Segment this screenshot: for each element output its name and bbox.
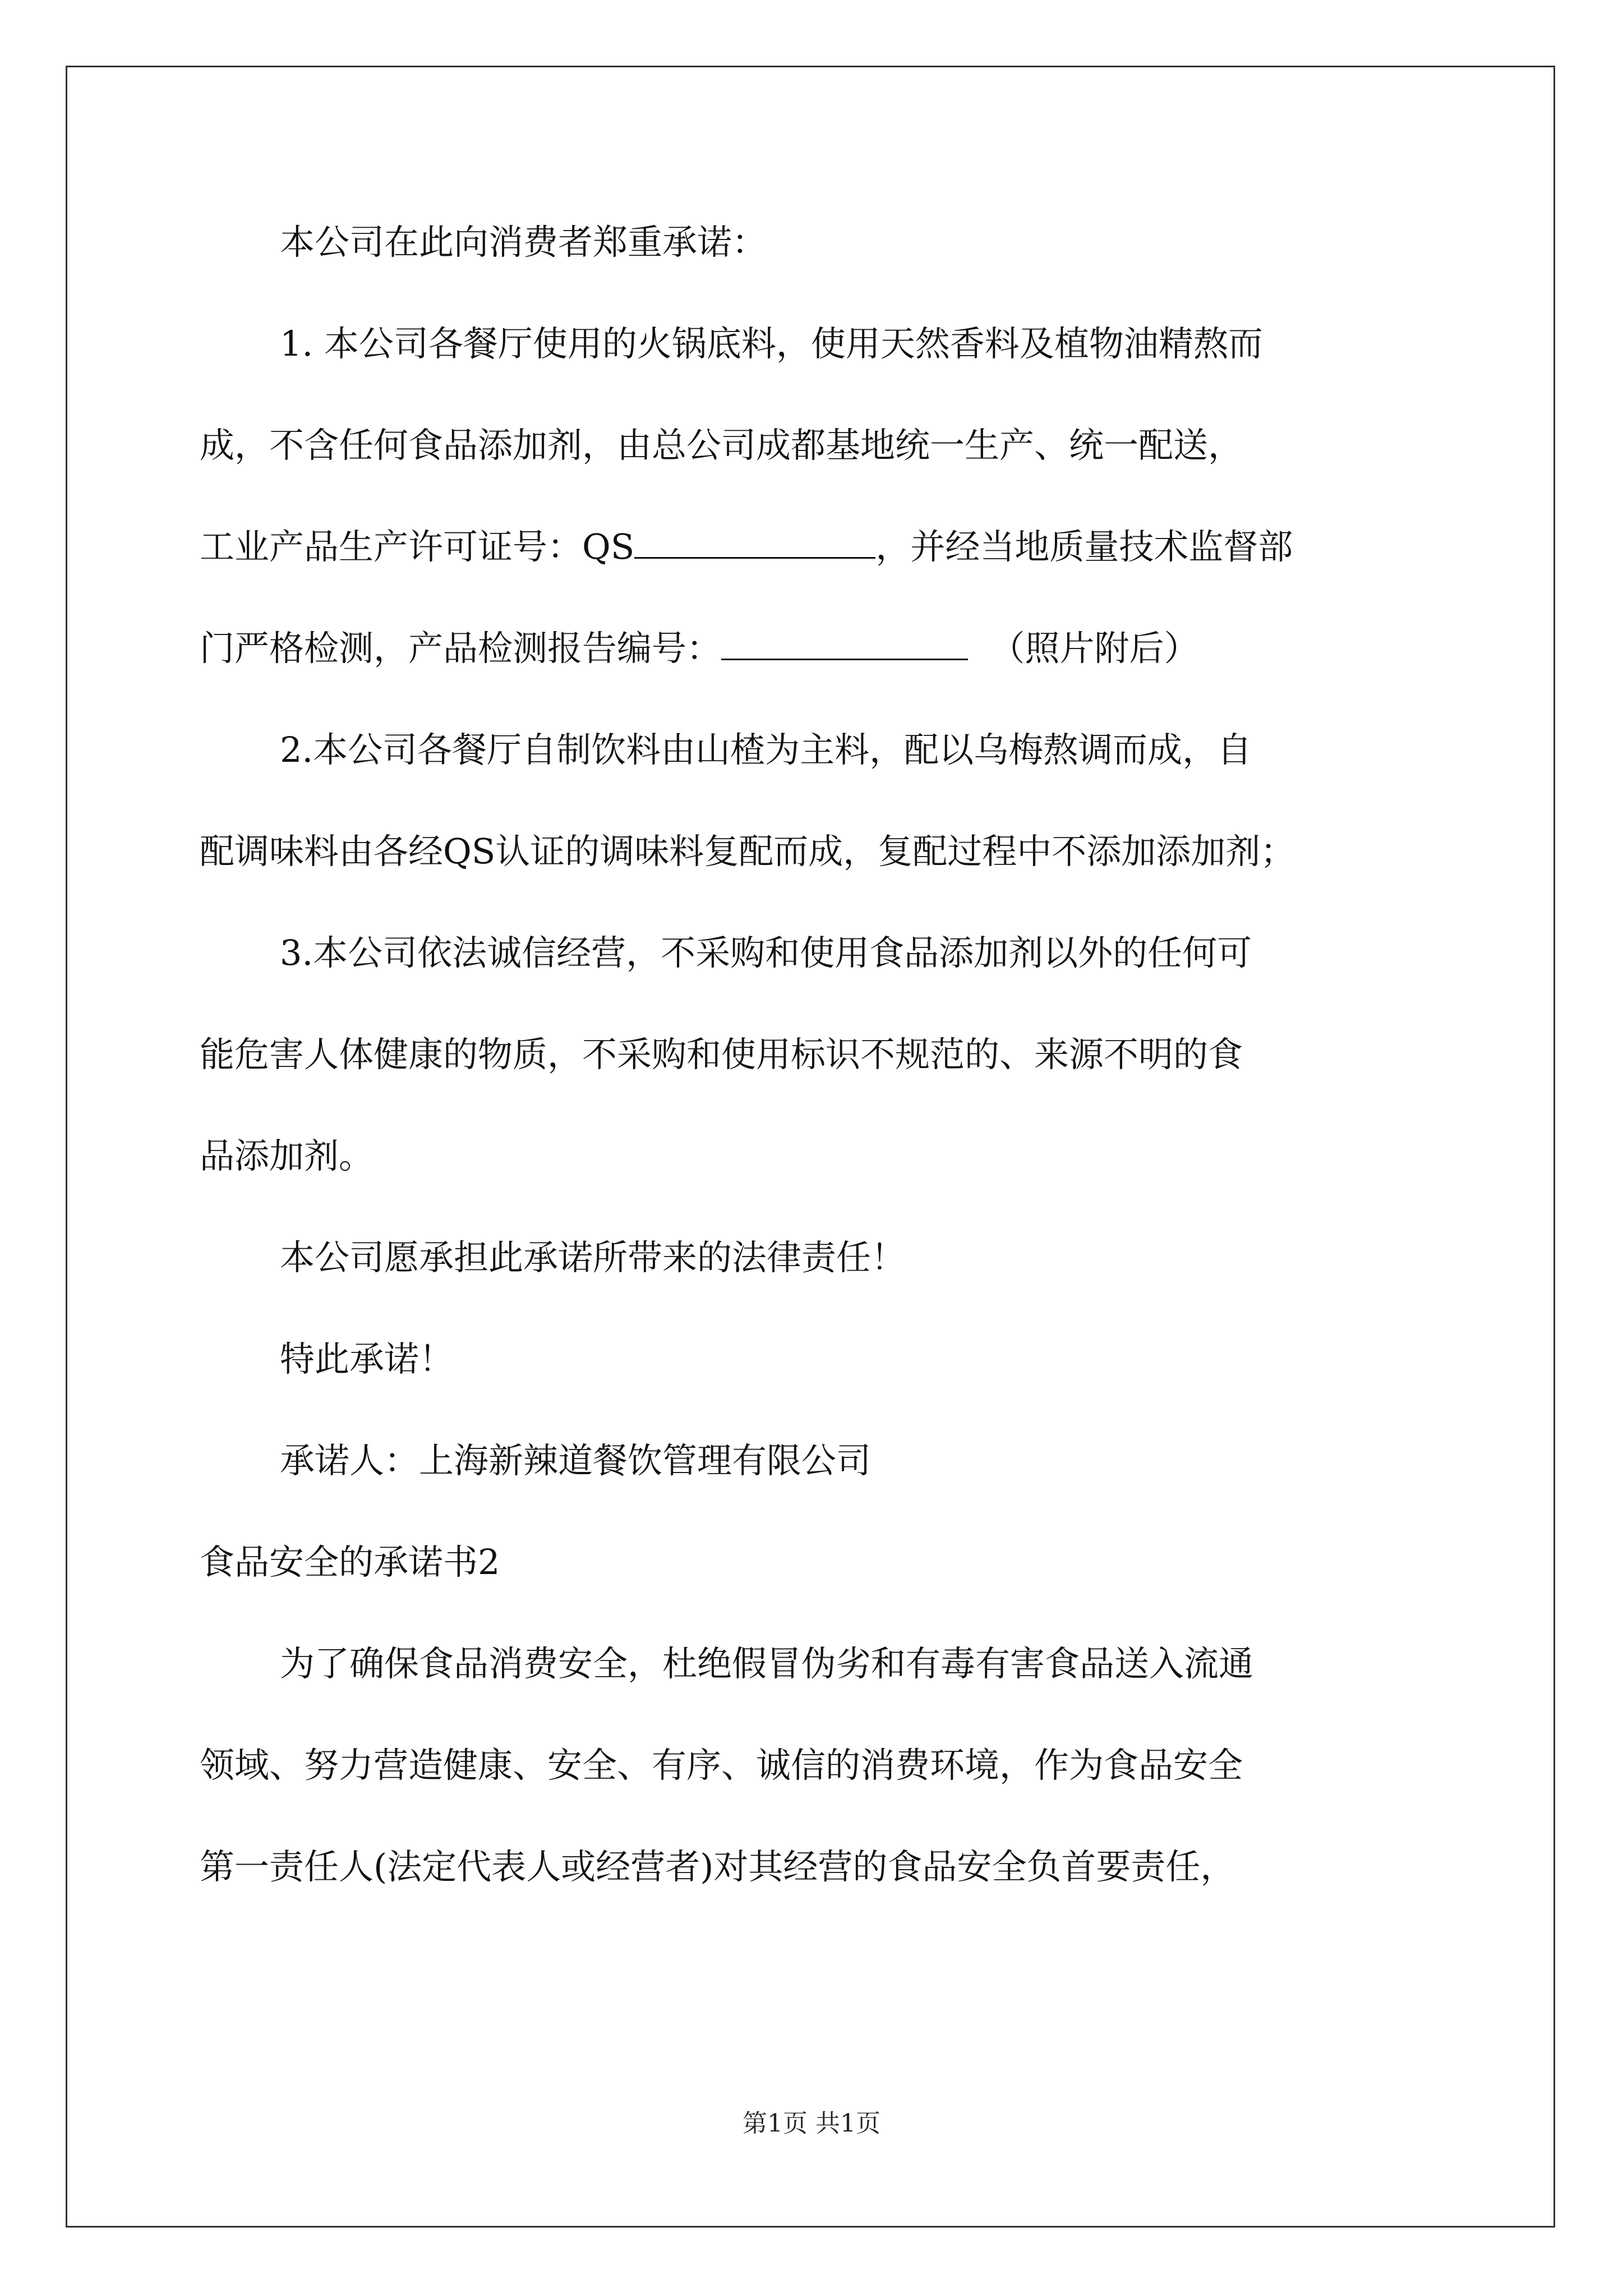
spacer bbox=[200, 1798, 1431, 1833]
photo-note: （照片附后） bbox=[990, 628, 1199, 669]
report-number-blank bbox=[721, 624, 968, 660]
license-label: 工业产品生产许可证号：QS bbox=[200, 526, 635, 567]
spacer bbox=[200, 1595, 1431, 1630]
spacer bbox=[200, 478, 1431, 513]
spacer bbox=[200, 1088, 1431, 1122]
section-2-title: 食品安全的承诺书2 bbox=[200, 1542, 500, 1582]
item-2-line-2: 配调味料由各经QS认证的调味料复配而成，复配过程中不添加添加剂； bbox=[200, 831, 1295, 872]
spacer bbox=[200, 986, 1431, 1021]
item-1-line-3 bbox=[200, 513, 1431, 580]
spacer bbox=[200, 783, 1431, 818]
page-number: 第1页 共1页 bbox=[743, 2109, 880, 2138]
section-2-paragraph bbox=[200, 1630, 1431, 1900]
section-2-line-3: 第一责任人(法定代表人或经营者)对其经营的食品安全负首要责任， bbox=[200, 1846, 1235, 1887]
liability-paragraph bbox=[200, 1224, 1431, 1291]
spacer bbox=[200, 580, 1431, 615]
spacer bbox=[200, 1494, 1431, 1529]
spacer bbox=[200, 1189, 1431, 1224]
section-2-line-1: 为了确保食品消费安全，杜绝假冒伪劣和有毒有害食品送入流通 bbox=[280, 1643, 1254, 1684]
license-number-blank bbox=[634, 522, 875, 559]
section-2-line-2: 领域、努力营造健康、安全、有序、诚信的消费环境，作为食品安全 bbox=[200, 1745, 1243, 1786]
item-3-line-2: 能危害人体健康的物质，不采购和使用标识不规范的、来源不明的食 bbox=[200, 1034, 1243, 1075]
spacer bbox=[200, 1697, 1431, 1732]
spacer bbox=[200, 885, 1431, 919]
item-2-line-1: 2.本公司各餐厅自制饮料由山楂为主料，配以乌梅熬调而成，自 bbox=[280, 729, 1252, 770]
spacer bbox=[200, 1392, 1431, 1427]
closing-paragraph bbox=[200, 1326, 1431, 1392]
item-3-line-1: 3.本公司依法诚信经营，不采购和使用食品添加剂以外的任何可 bbox=[280, 932, 1252, 973]
intro-text: 本公司在此向消费者郑重承诺： bbox=[280, 222, 767, 263]
liability-text: 本公司愿承担此承诺所带来的法律责任！ bbox=[280, 1237, 906, 1278]
page-footer bbox=[0, 2103, 1623, 2139]
license-suffix: ，并经当地质量技术监督部 bbox=[875, 526, 1293, 567]
signatory-paragraph bbox=[200, 1427, 1431, 1494]
item-3-line-3: 品添加剂。 bbox=[200, 1135, 374, 1176]
item-2-paragraph bbox=[200, 716, 1431, 885]
item-1-line-4 bbox=[200, 615, 1431, 682]
item-1-line-1: 1. 本公司各餐厅使用的火锅底料，使用天然香料及植物油精熬而 bbox=[280, 323, 1263, 364]
spacer bbox=[200, 377, 1431, 412]
section-2-heading bbox=[200, 1529, 1431, 1595]
document-body bbox=[200, 209, 1431, 1900]
closing-text: 特此承诺！ bbox=[280, 1338, 454, 1379]
signatory-text: 承诺人：上海新辣道餐饮管理有限公司 bbox=[280, 1440, 872, 1481]
intro-paragraph bbox=[200, 209, 1431, 275]
spacer bbox=[200, 682, 1431, 716]
report-label: 门严格检测，产品检测报告编号： bbox=[200, 628, 722, 669]
item-3-paragraph bbox=[200, 919, 1431, 1189]
item-1-line-2: 成，不含任何食品添加剂，由总公司成都基地统一生产、统一配送， bbox=[200, 425, 1243, 466]
spacer bbox=[200, 1291, 1431, 1326]
spacer bbox=[200, 275, 1431, 310]
item-1-paragraph bbox=[200, 310, 1431, 682]
